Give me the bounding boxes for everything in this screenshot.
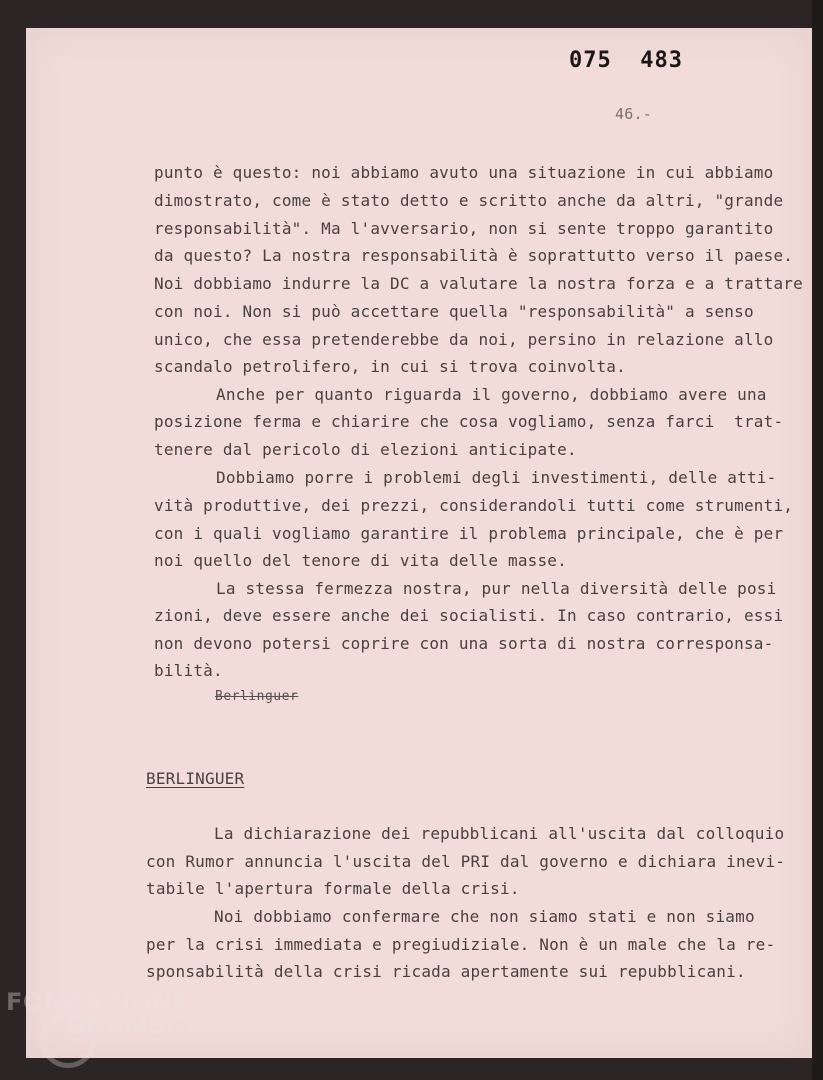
archive-number: 075 483: [569, 48, 683, 73]
text-line: La stessa fermezza nostra, pur nella diversità delle posi: [216, 579, 777, 598]
page-number: 46.-: [615, 105, 652, 123]
text-line: vità produttive, dei prezzi, considerandoli tutti come strumenti,: [154, 496, 794, 515]
text-line: punto è questo: noi abbiamo avuto una situazione in cui abbiamo: [154, 163, 774, 182]
text-line: Noi dobbiamo indurre la DC a valutare la nostra forza e a trattare: [154, 274, 803, 293]
text-line: dimostrato, come è stato detto e scritto anche da altri, "grande: [154, 191, 784, 210]
text-line: tabile l'apertura formale della crisi.: [146, 879, 520, 898]
text-line: sponsabilità della crisi ricada apertamente sui repubblicani.: [146, 962, 746, 981]
scanner-edge: [812, 0, 823, 1080]
text-line: posizione ferma e chiarire che cosa vogliamo, senza farci trat-: [154, 412, 784, 431]
text-line: La dichiarazione dei repubblicani all'uscita dal colloquio: [214, 824, 785, 843]
struck-out-word: Berlinguer: [215, 689, 299, 704]
text-line: non devono potersi coprire con una sorta di nostra corresponsa-: [154, 634, 774, 653]
text-line: con Rumor annuncia l'uscita del PRI dal governo e dichiara inevi-: [146, 852, 786, 871]
watermark-logo-icon: [40, 1012, 96, 1068]
text-line: con i quali vogliamo garantire il problema principale, che è per: [154, 524, 784, 543]
text-line: scandalo petrolifero, in cui si trova coinvolta.: [154, 357, 626, 376]
text-line: zioni, deve essere anche dei socialisti. In caso contrario, essi: [154, 606, 784, 625]
watermark-line-2: GRAMSCI: [66, 1012, 194, 1040]
text-line: responsabilità". Ma l'avversario, non si sente troppo garantito: [154, 219, 774, 238]
text-line: Noi dobbiamo confermare che non siamo stati e non siamo: [214, 907, 755, 926]
text-line: noi quello del tenore di vita delle masse.: [154, 551, 567, 570]
text-line: per la crisi immediata e pregiudiziale. Non è un male che la re-: [146, 935, 776, 954]
text-line: bilità.: [154, 661, 223, 680]
speaker-heading: BERLINGUER: [146, 769, 245, 788]
text-line: da questo? La nostra responsabilità è soprattutto verso il paese.: [154, 246, 794, 265]
watermark-line-1: FONDAZIONE: [6, 988, 190, 1016]
text-line: Anche per quanto riguarda il governo, dobbiamo avere una: [216, 385, 767, 404]
text-line: con noi. Non si può accettare quella "responsabilità" a senso: [154, 302, 754, 321]
text-line: tenere dal pericolo di elezioni anticipate.: [154, 440, 577, 459]
fondazione-gramsci-watermark: [6, 990, 194, 1038]
text-line: unico, che essa pretenderebbe da noi, persino in relazione allo: [154, 330, 774, 349]
text-line: Dobbiamo porre i problemi degli investimenti, delle atti-: [216, 468, 777, 487]
